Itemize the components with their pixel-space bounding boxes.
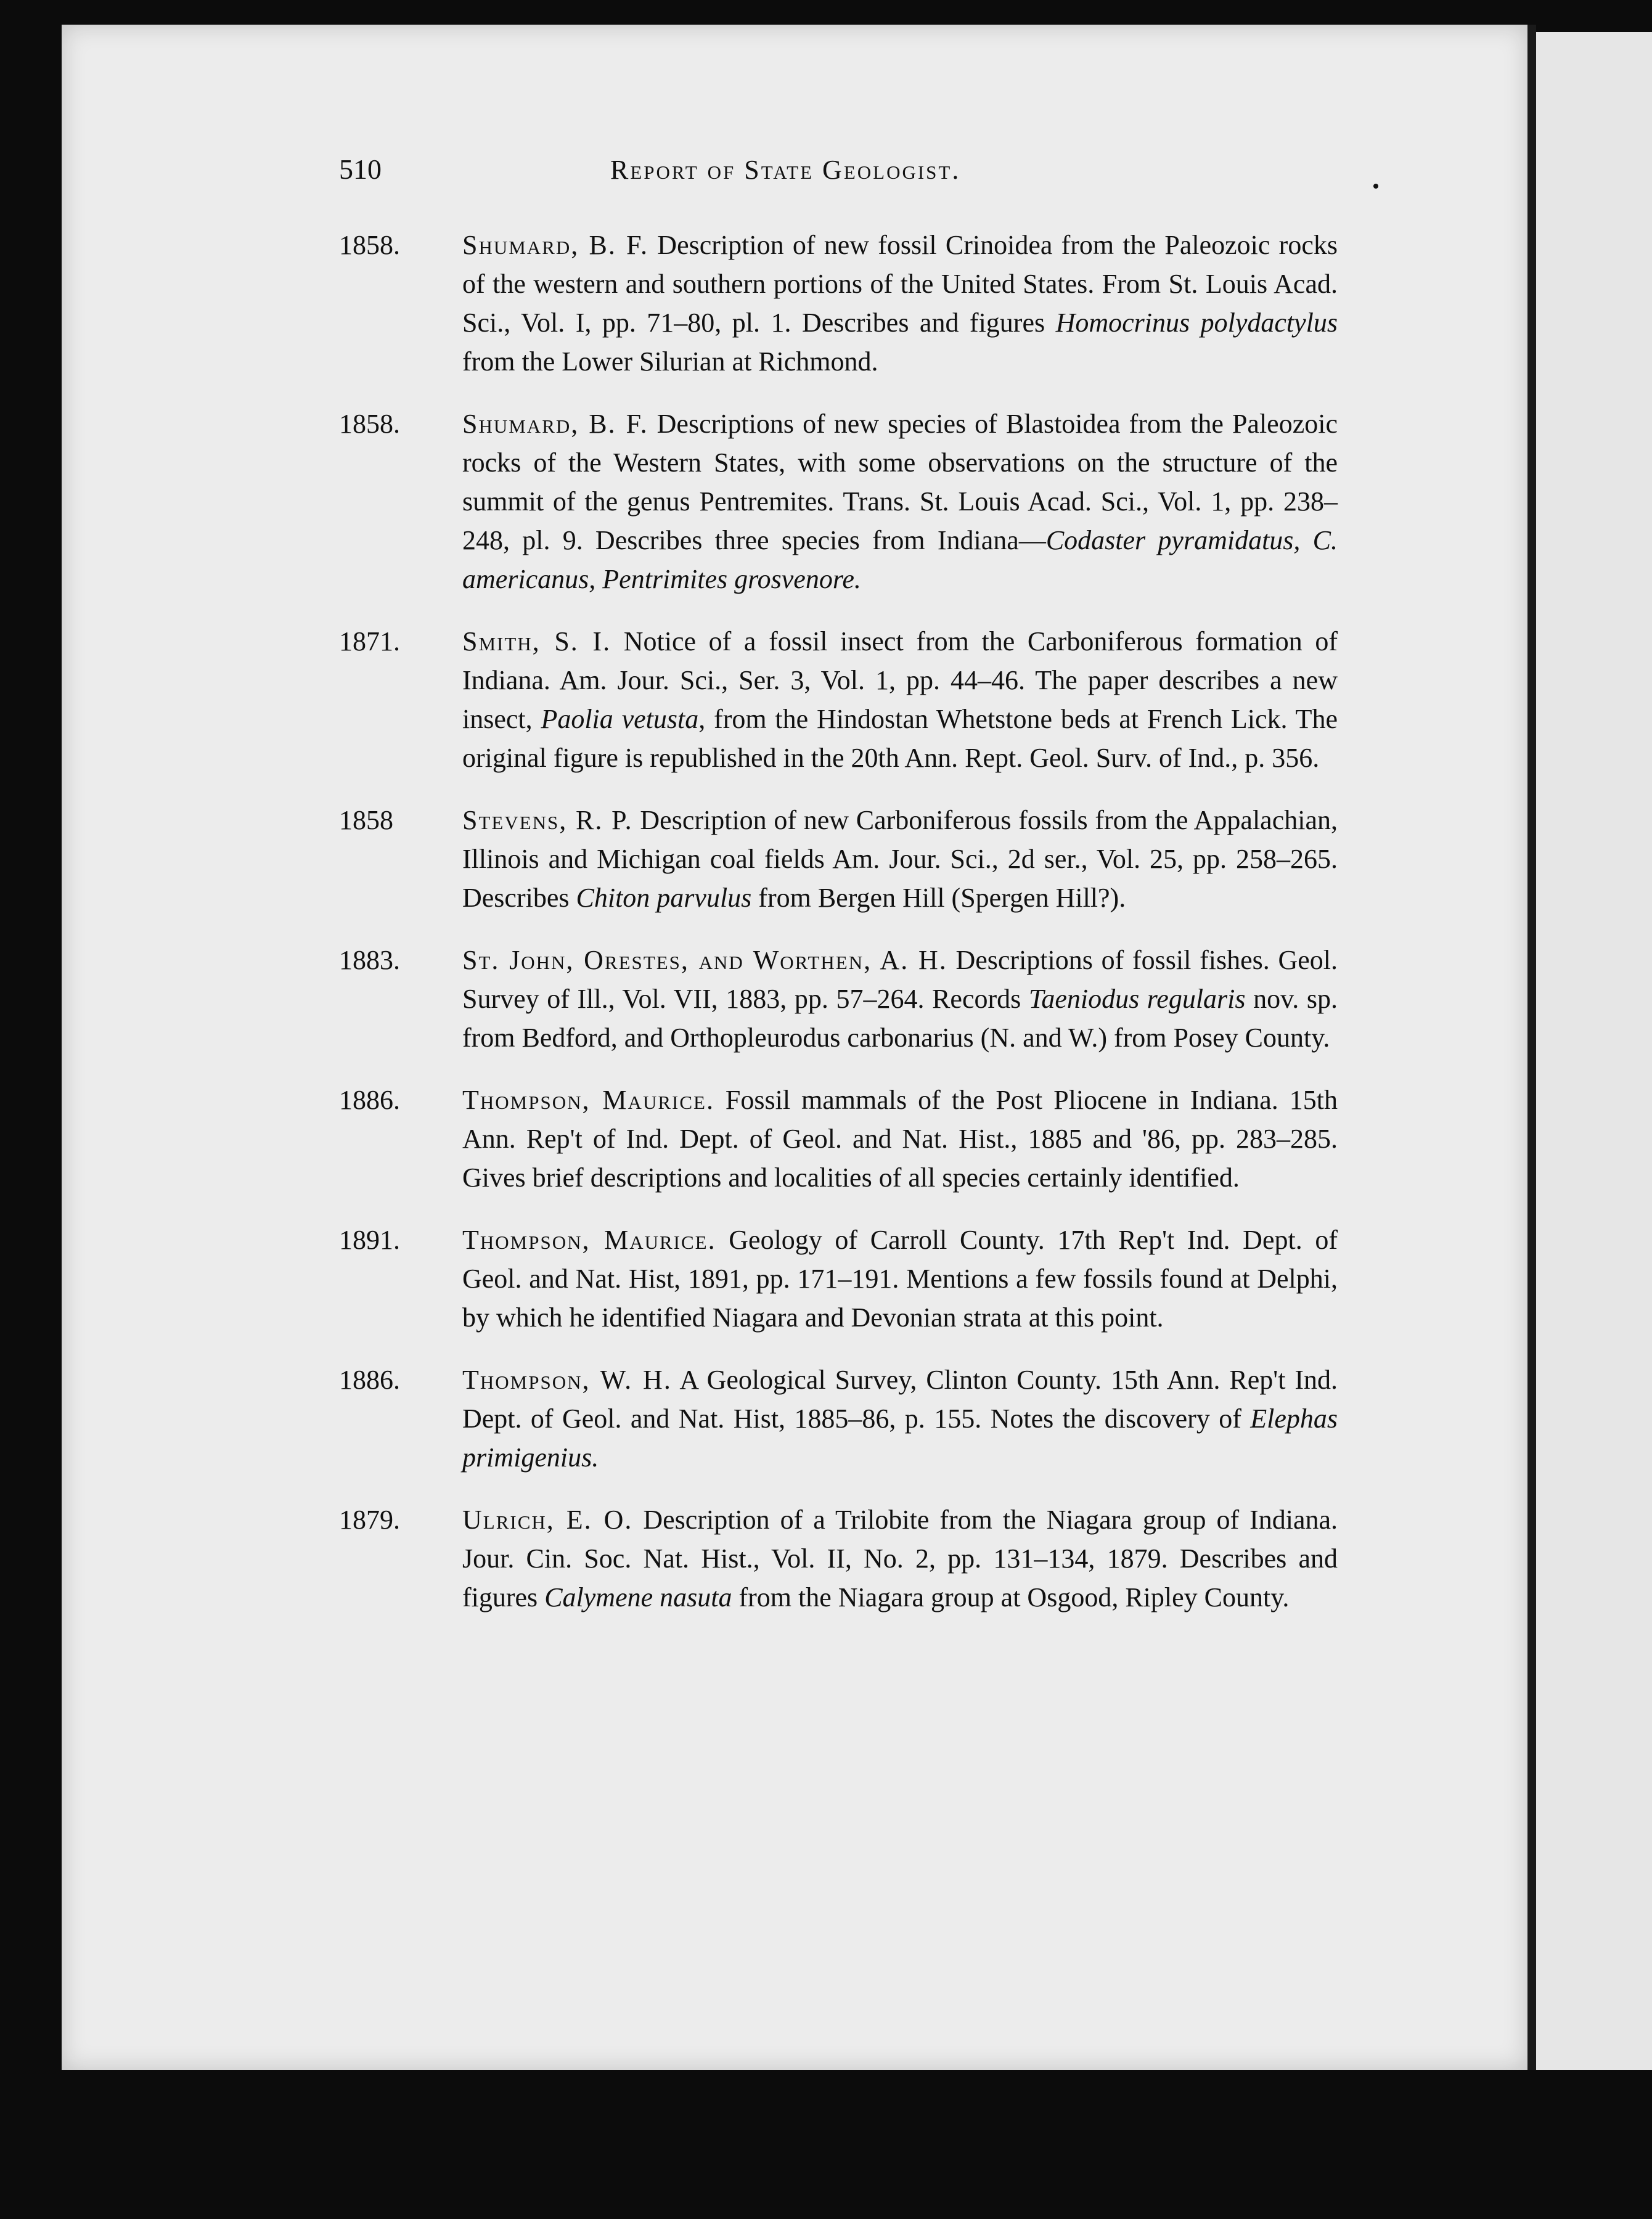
bibliography-entry (339, 801, 1338, 917)
entry-year: 1858. (339, 230, 400, 260)
species-name: Elephas primigenius. (462, 1404, 1338, 1473)
entry-text: Descriptions of fossil fishes. Geol. Survey of Ill., Vol. VII, 1883, pp. 57–264. Records (462, 945, 1338, 1014)
bibliography-entry (339, 1500, 1338, 1617)
entry-year: 1886. (339, 1085, 400, 1115)
entry-text-tail: from the Lower Silurian at Richmond. (462, 346, 878, 377)
entry-text: Fossil mammals of the Post Pliocene in Indiana. 15th Ann. Rep't of Ind. Dept. of Geol. and Nat. Hist., 1885 and '86, pp. 283–285. Gives brief descriptions and localities of all species certainly identified. (462, 1085, 1338, 1193)
entry-text: Description of new fossil Crinoidea from the Paleozoic rocks of the western and southern portions of the United States. From St. Louis Acad. Sci., Vol. I, pp. 71–80, pl. 1. Describes and figures (462, 230, 1338, 338)
entry-text: Description of new Carboniferous fossils from the Appalachian, Illinois and Michigan coal fields Am. Jour. Sci., 2d ser., Vol. 25, pp. 258–265. Describes (462, 805, 1338, 913)
entry-author: Thompson, Maurice. (462, 1225, 716, 1255)
entry-text-tail: from the Niagara group at Osgood, Ripley County. (732, 1582, 1290, 1612)
entry-author: Smith, S. I. (462, 626, 611, 656)
species-name: Taeniodus regularis (1028, 984, 1246, 1014)
species-name: Paolia vetusta (541, 704, 699, 734)
bibliography-entries (339, 226, 1338, 1640)
species-name: Chiton parvulus (576, 883, 752, 913)
entry-author: Ulrich, E. O. (462, 1505, 633, 1535)
bibliography-entry (339, 622, 1338, 777)
bibliography-entry (339, 941, 1338, 1057)
entry-year: 1879. (339, 1505, 400, 1535)
entry-author: Shumard, B. F. (462, 230, 649, 260)
entry-text: A Geological Survey, Clinton County. 15th Ann. Rep't Ind. Dept. of Geol. and Nat. Hist, 1885–86, p. 155. Notes the discovery of (462, 1365, 1338, 1434)
entry-author: Shumard, B. F. (462, 409, 648, 439)
entry-year: 1858. (339, 409, 400, 439)
bibliography-entry (339, 404, 1338, 599)
adjacent-page-edge (1536, 32, 1652, 2070)
entry-text-tail: nov. sp. from Bedford, and Orthopleurodus carbonarius (N. and W.) from Posey County. (462, 984, 1338, 1053)
running-title: Report of State Geologist. (610, 155, 961, 185)
entry-text-tail: , from the Hindostan Whetstone beds at French Lick. The original figure is republished in the 20th Ann. Rept. Geol. Surv. of Ind., p. 356. (462, 704, 1338, 773)
bibliography-entry (339, 226, 1338, 381)
species-name: Calymene nasuta (544, 1582, 732, 1612)
entry-text-tail: from Bergen Hill (Spergen Hill?). (751, 883, 1126, 913)
entry-year: 1871. (339, 626, 400, 656)
bibliography-entry (339, 1220, 1338, 1337)
bibliography-entry (339, 1081, 1338, 1197)
binding-gutter (1527, 25, 1536, 2070)
bibliography-entry (339, 1360, 1338, 1477)
entry-year: 1891. (339, 1225, 400, 1255)
ink-speck (1373, 184, 1378, 189)
entry-author: Thompson, Maurice. (462, 1085, 714, 1115)
page-number: 510 (339, 153, 382, 185)
entry-author: Stevens, R. P. (462, 805, 633, 835)
species-name: Homocrinus polydactylus (1055, 308, 1338, 338)
entry-text: Descriptions of new species of Blastoidea from the Paleozoic rocks of the Western States, with some observations on the structure of the summit of the genus Pentremites. Trans. St. Louis Acad. Sci., Vol. 1, pp. 238–248, pl. 9. Describes three species from Indiana— (462, 409, 1338, 555)
entry-text: Notice of a fossil insect from the Carboniferous formation of Indiana. Am. Jour. Sci., Ser. 3, Vol. 1, pp. 44–46. The paper describes a new insect, (462, 626, 1338, 734)
species-name: Codaster pyramidatus, C. americanus, Pentrimites grosvenore. (462, 525, 1338, 594)
entry-text: Geology of Carroll County. 17th Rep't Ind. Dept. of Geol. and Nat. Hist, 1891, pp. 171–191. Mentions a few fossils found at Delphi, by which he identified Niagara and Devonian strata at this point. (462, 1225, 1338, 1333)
entry-author: St. John, Orestes, and Worthen, A. H. (462, 945, 947, 975)
entry-year: 1858 (339, 805, 393, 835)
entry-text: Description of a Trilobite from the Niagara group of Indiana. Jour. Cin. Soc. Nat. Hist., Vol. II, No. 2, pp. 131–134, 1879. Describes and figures (462, 1505, 1338, 1612)
running-head (339, 153, 1338, 196)
entry-year: 1886. (339, 1365, 400, 1395)
entry-author: Thompson, W. H. (462, 1365, 672, 1395)
entry-year: 1883. (339, 945, 400, 975)
